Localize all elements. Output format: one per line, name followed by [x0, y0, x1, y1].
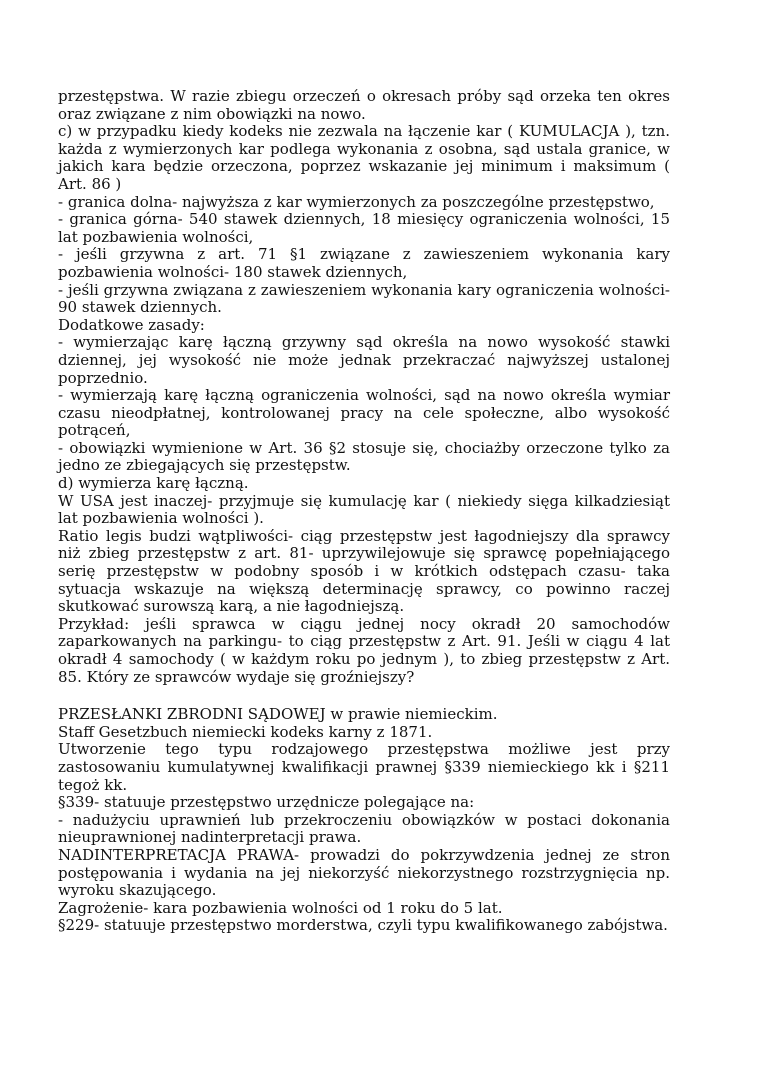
paragraph-german-code: Staff Gesetzbuch niemiecki kodeks karny z 1871.	[58, 722, 433, 741]
section-spacer	[58, 686, 670, 706]
paragraph-penalty: Zagrożenie- kara pozbawienia wolności od 1 roku do 5 lat.	[58, 898, 503, 917]
paragraph-section-heading: PRZESŁANKI ZBRODNI SĄDOWEJ w prawie niemieckim.	[58, 705, 498, 724]
paragraph-rule-obligations: - obowiązki wymienione w Art. 36 §2 stosuje się, chociażby orzeczone tylko za jedno ze zbiegających się przestępstw.	[58, 438, 670, 475]
paragraph-ratio-legis: Ratio legis budzi wątpliwości- ciąg przestępstw jest łagodniejszy dla sprawcy niż zbieg przestępstw z art. 81- uprzywilejowuje się sprawcę popełniającego serię przestępstw w podobny sposób i w krótkich odstępach czasu- taka sytuacja wskazuje na większą determinację sprawcy, co powinno raczej skutkować surowszą karą, a nie łagodniejszą.	[58, 526, 670, 616]
paragraph-overinterpretation: NADINTERPRETACJA PRAWA- prowadzi do pokrzywdzenia jednej ze stron postępowania i wydania na jej niekorzyść niekorzystnego rozstrzygnięcia np. wyroku skazującego.	[58, 845, 670, 900]
document-page	[58, 88, 670, 935]
paragraph-rule-fine: - wymierzając karę łączną grzywny sąd określa na nowo wysokość stawki dziennej, jej wysokość nie może jednak przekraczać najwyższej ustalonej poprzednio.	[58, 333, 670, 387]
paragraph-usa: W USA jest inaczej- przyjmuje się kumulację kar ( niekiedy sięga kilkadziesiąt lat pozbawienia wolności ).	[58, 491, 670, 528]
paragraph-339: §339- statuuje przestępstwo urzędnicze polegające na:	[58, 793, 475, 812]
paragraph-229: §229- statuuje przestępstwo morderstwa, czyli typu kwalifikowanego zabójstwa.	[58, 916, 668, 935]
paragraph-fine-art71: - jeśli grzywna z art. 71 §1 związane z zawieszeniem wykonania kary pozbawienia wolności- 180 stawek dziennych,	[58, 245, 670, 281]
paragraph-upper-limit: - granica górna- 540 stawek dziennych, 18 miesięcy ograniczenia wolności, 15 lat pozbawienia wolności,	[58, 210, 670, 246]
paragraph-lower-limit: - granica dolna- najwyższa z kar wymierzonych za poszczególne przestępstwo,	[58, 192, 655, 211]
paragraph-point-c: c) w przypadku kiedy kodeks nie zezwala na łączenie kar ( KUMULACJA ), tzn. każda z wymierzonych kar podlega wykonania z osobna, sąd ustala granice, w jakich kara będzie orzeczona, poprzez wskazanie jej minimum i maksimum ( Art. 86 )	[58, 122, 670, 193]
paragraph-example: Przykład: jeśli sprawca w ciągu jednej nocy okradł 20 samochodów zaparkowanych na parkingu- to ciąg przestępstw z Art. 91. Jeśli w ciągu 4 lat okradł 4 samochody ( w każdym roku po jednym ), to zbieg przestępstw z Art. 85. Który ze sprawców wydaje się groźniejszy?	[58, 614, 670, 686]
paragraph-fine-restriction: - jeśli grzywna związana z zawieszeniem wykonania kary ograniczenia wolności- 90 stawek dziennych.	[58, 280, 670, 317]
paragraph-point-d: d) wymierza karę łączną.	[58, 474, 249, 493]
paragraph-additional-rules: Dodatkowe zasady:	[58, 315, 205, 334]
paragraph-continuation: przestępstwa. W razie zbiegu orzeczeń o okresach próby sąd orzeka ten okres oraz związane z nim obowiązki na nowo.	[58, 87, 670, 123]
paragraph-creation: Utworzenie tego typu rodzajowego przestępstwa możliwe jest przy zastosowaniu kumulatywnej kwalifikacji prawnej §339 niemieckiego kk i §211 tegoż kk.	[58, 740, 670, 794]
paragraph-rule-restriction: - wymierzają karę łączną ograniczenia wolności, sąd na nowo określa wymiar czasu nieodpłatnej, kontrolowanej pracy na cele społeczne, albo wysokość potrąceń,	[58, 386, 670, 440]
paragraph-abuse: - nadużyciu uprawnień lub przekroczeniu obowiązków w postaci dokonania nieuprawnionej nadinterpretacji prawa.	[58, 810, 670, 847]
